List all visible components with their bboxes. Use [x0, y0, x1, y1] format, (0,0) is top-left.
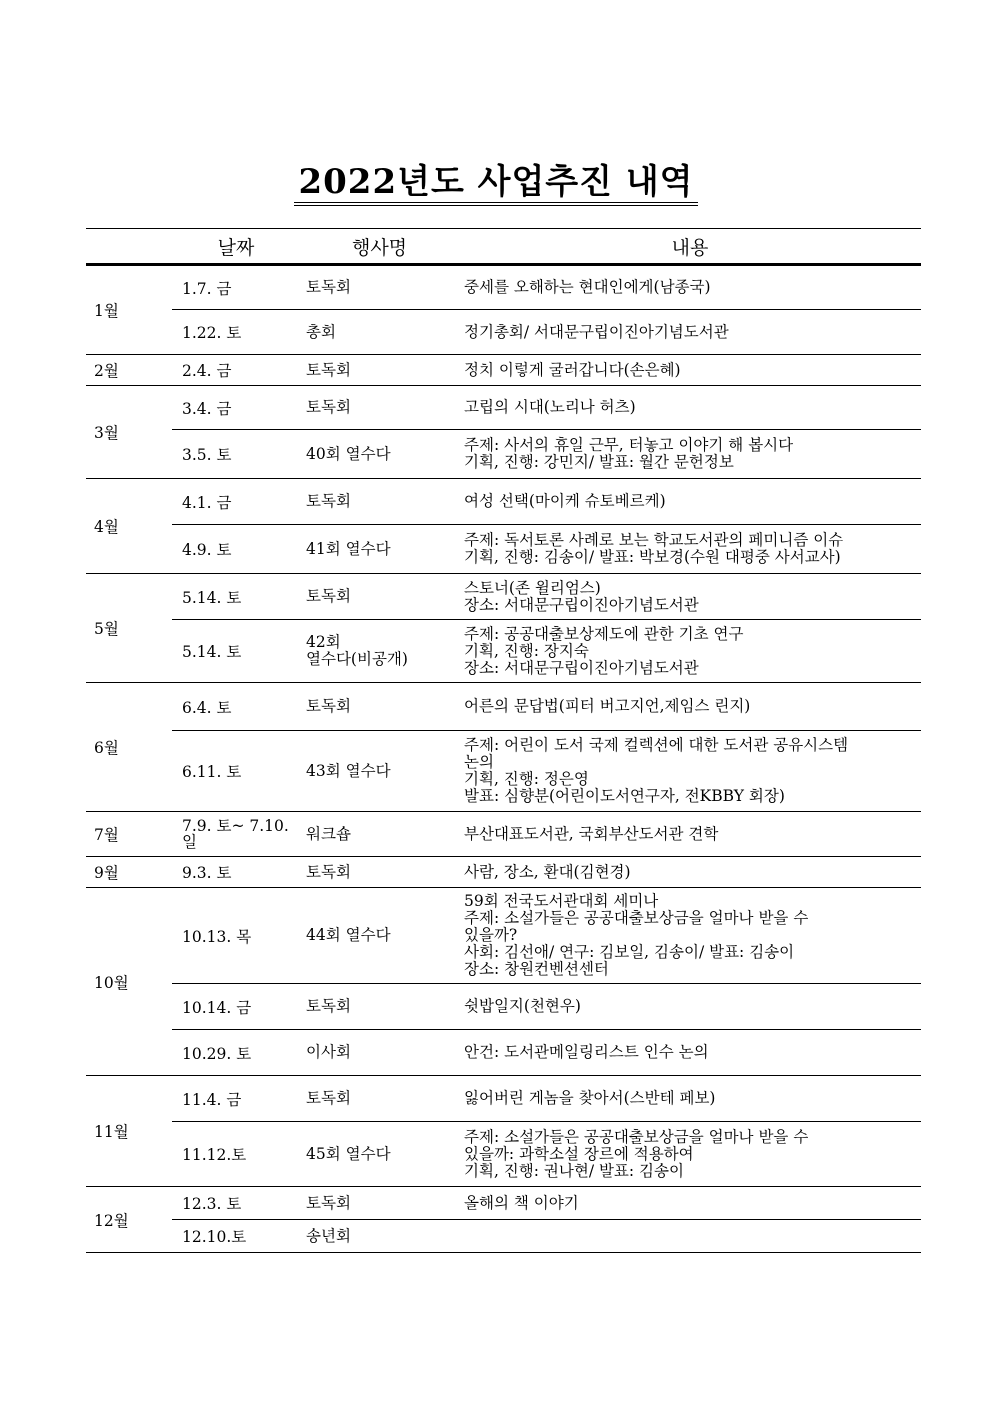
event-cell [300, 265, 459, 310]
content-cell [459, 355, 921, 386]
date-cell: 2.4. 금 [172, 355, 300, 386]
content-cell [459, 812, 921, 857]
content-line: 주제: 어린이 도서 국제 컬렉션에 대한 도서관 공유시스템 [464, 736, 849, 754]
event-cell [300, 683, 459, 731]
month-cell: 12월 [86, 1187, 172, 1253]
table-row [86, 1122, 921, 1187]
event-line: 토독회 [306, 1089, 351, 1107]
content-line: 논의 [464, 753, 494, 771]
event-cell [300, 984, 459, 1030]
date-cell: 9.3. 토 [172, 857, 300, 888]
date-cell: 7.9. 토~ 7.10. 일 [172, 812, 300, 857]
content-cell [459, 1220, 921, 1253]
event-cell [300, 857, 459, 888]
content-line: 사람, 장소, 환대(김현경) [464, 862, 631, 881]
month-cell: 7월 [86, 812, 172, 857]
content-line: 주제: 공공대출보상제도에 관한 기초 연구 [464, 624, 744, 643]
header-month [86, 229, 172, 265]
table-header-row [86, 229, 921, 265]
table-row [86, 857, 921, 888]
event-line: 토독회 [306, 398, 351, 416]
page-title [0, 158, 992, 206]
content-line: 안건: 도서관메일링리스트 인수 논의 [464, 1043, 709, 1061]
event-line: 43회 열수다 [306, 761, 391, 780]
content-line: 중세를 오해하는 현대인에게(남종국) [464, 278, 711, 296]
table-row [86, 386, 921, 430]
event-line: 토독회 [306, 587, 351, 605]
month-cell: 11월 [86, 1076, 172, 1187]
header-event: 행사명 [300, 229, 459, 265]
content-line: 주제: 독서토론 사례로 보는 학교도서관의 페미니즘 이슈 [464, 531, 844, 549]
table-body [86, 265, 921, 1253]
content-line: 장소: 서대문구립이진아기념도서관 [464, 595, 699, 614]
content-line: 기획, 진행: 장지숙 [464, 641, 589, 660]
content-line: 있을까: 과학소설 장르에 적용하여 [464, 1144, 694, 1163]
table-row [86, 731, 921, 812]
date-cell: 12.10.토 [172, 1220, 300, 1253]
event-line: 열수다(비공개) [306, 650, 408, 668]
event-line: 42회 [306, 633, 341, 651]
content-line: 있을까? [464, 926, 518, 944]
event-line: 토독회 [306, 1193, 351, 1212]
header-date: 날짜 [172, 229, 300, 265]
content-line: 올해의 책 이야기 [464, 1193, 579, 1212]
page-title-text: 2022년도 사업추진 내역 [294, 162, 697, 206]
content-line: 부산대표도서관, 국회부산도서관 견학 [464, 824, 719, 843]
event-line: 총회 [306, 322, 336, 341]
content-cell [459, 683, 921, 731]
table-row [86, 1030, 921, 1076]
date-cell: 4.9. 토 [172, 525, 300, 574]
event-line: 44회 열수다 [306, 926, 391, 944]
table-row [86, 1187, 921, 1220]
content-cell [459, 310, 921, 355]
content-line: 잃어버린 게놈을 찾아서(스반테 페보) [464, 1089, 716, 1107]
content-cell [459, 386, 921, 430]
month-cell: 4월 [86, 479, 172, 574]
event-cell [300, 430, 459, 479]
event-line: 토독회 [306, 697, 351, 715]
content-line: 주제: 소설가들은 공공대출보상금을 얼마나 받을 수 [464, 909, 809, 927]
table-row [86, 479, 921, 525]
content-cell [459, 574, 921, 620]
content-cell [459, 1030, 921, 1076]
table-row [86, 1220, 921, 1253]
content-line: 사회: 김선애/ 연구: 김보일, 김송이/ 발표: 김송이 [464, 943, 795, 961]
table-row [86, 620, 921, 683]
event-cell [300, 355, 459, 386]
event-line: 토독회 [306, 997, 351, 1015]
content-line: 정치 이렇게 굴러갑니다(손은혜) [464, 360, 681, 379]
content-line: 어른의 문답법(피터 버고지언,제임스 린지) [464, 697, 751, 715]
content-line: 정기총회/ 서대문구립이진아기념도서관 [464, 322, 729, 341]
date-cell: 11.12.토 [172, 1122, 300, 1187]
event-line: 토독회 [306, 492, 351, 510]
event-cell [300, 1030, 459, 1076]
content-line: 장소: 창원컨벤션센터 [464, 960, 609, 978]
date-cell: 10.13. 목 [172, 888, 300, 984]
date-cell: 3.5. 토 [172, 430, 300, 479]
content-line: 기획, 진행: 김송이/ 발표: 박보경(수원 대평중 사서교사) [464, 548, 841, 566]
event-cell [300, 888, 459, 984]
month-cell: 5월 [86, 574, 172, 683]
content-line: 주제: 사서의 휴일 근무, 터놓고 이야기 해 봅시다 [464, 436, 794, 454]
date-cell: 12.3. 토 [172, 1187, 300, 1220]
schedule-table [86, 228, 921, 1253]
event-line: 이사회 [306, 1043, 351, 1061]
content-line: 쉿밥일지(천현우) [464, 997, 581, 1015]
date-cell: 10.14. 금 [172, 984, 300, 1030]
event-cell [300, 1220, 459, 1253]
content-cell [459, 1076, 921, 1122]
content-cell [459, 1122, 921, 1187]
content-cell [459, 620, 921, 683]
table-row [86, 265, 921, 310]
event-line: 41회 열수다 [306, 539, 391, 558]
event-cell [300, 1076, 459, 1122]
content-line: 장소: 서대문구립이진아기념도서관 [464, 658, 699, 677]
content-cell [459, 857, 921, 888]
event-line: 45회 열수다 [306, 1144, 391, 1163]
table-row [86, 683, 921, 731]
content-cell [459, 525, 921, 574]
event-cell [300, 731, 459, 812]
month-cell: 6월 [86, 683, 172, 812]
event-line: 워크숍 [306, 824, 351, 843]
content-cell [459, 479, 921, 525]
table-row [86, 1076, 921, 1122]
date-cell: 1.22. 토 [172, 310, 300, 355]
content-line: 스토너(존 윌리엄스) [464, 578, 601, 597]
content-line: 여성 선택(마이케 슈토베르케) [464, 492, 666, 510]
date-cell: 5.14. 토 [172, 574, 300, 620]
content-line: 기획, 진행: 권나현/ 발표: 김송이 [464, 1161, 684, 1180]
content-line: 발표: 심향분(어린이도서연구자, 전KBBY 회장) [464, 787, 785, 805]
content-cell [459, 984, 921, 1030]
table-row [86, 574, 921, 620]
event-cell [300, 620, 459, 683]
event-cell [300, 310, 459, 355]
date-cell: 4.1. 금 [172, 479, 300, 525]
month-cell: 1월 [86, 265, 172, 355]
content-line: 59회 전국도서관대회 세미나 [464, 892, 659, 910]
content-line: 주제: 소설가들은 공공대출보상금을 얼마나 받을 수 [464, 1127, 809, 1146]
content-cell [459, 888, 921, 984]
event-cell [300, 386, 459, 430]
event-cell [300, 812, 459, 857]
content-line: 기획, 진행: 정은영 [464, 770, 589, 788]
content-cell [459, 1187, 921, 1220]
event-cell [300, 1122, 459, 1187]
event-line: 토독회 [306, 278, 351, 296]
event-cell [300, 574, 459, 620]
table-row [86, 355, 921, 386]
table-row [86, 525, 921, 574]
month-cell: 3월 [86, 386, 172, 479]
date-cell: 11.4. 금 [172, 1076, 300, 1122]
table-row [86, 430, 921, 479]
header-content: 내용 [459, 229, 921, 265]
date-cell: 5.14. 토 [172, 620, 300, 683]
date-cell: 3.4. 금 [172, 386, 300, 430]
month-cell: 10월 [86, 888, 172, 1076]
event-cell [300, 1187, 459, 1220]
table-row [86, 310, 921, 355]
event-line: 토독회 [306, 360, 351, 379]
event-cell [300, 525, 459, 574]
month-cell: 2월 [86, 355, 172, 386]
content-cell [459, 430, 921, 479]
content-line: 기획, 진행: 강민지/ 발표: 월간 문헌정보 [464, 453, 734, 471]
event-line: 송년회 [306, 1226, 351, 1245]
table-row [86, 812, 921, 857]
event-line: 40회 열수다 [306, 444, 391, 463]
month-cell: 9월 [86, 857, 172, 888]
event-cell [300, 479, 459, 525]
event-line: 토독회 [306, 862, 351, 881]
date-cell: 10.29. 토 [172, 1030, 300, 1076]
content-cell [459, 731, 921, 812]
date-cell: 6.4. 토 [172, 683, 300, 731]
table-row [86, 888, 921, 984]
table-row [86, 984, 921, 1030]
date-cell: 1.7. 금 [172, 265, 300, 310]
date-cell: 6.11. 토 [172, 731, 300, 812]
content-cell [459, 265, 921, 310]
content-line: 고립의 시대(노리나 허츠) [464, 398, 636, 416]
